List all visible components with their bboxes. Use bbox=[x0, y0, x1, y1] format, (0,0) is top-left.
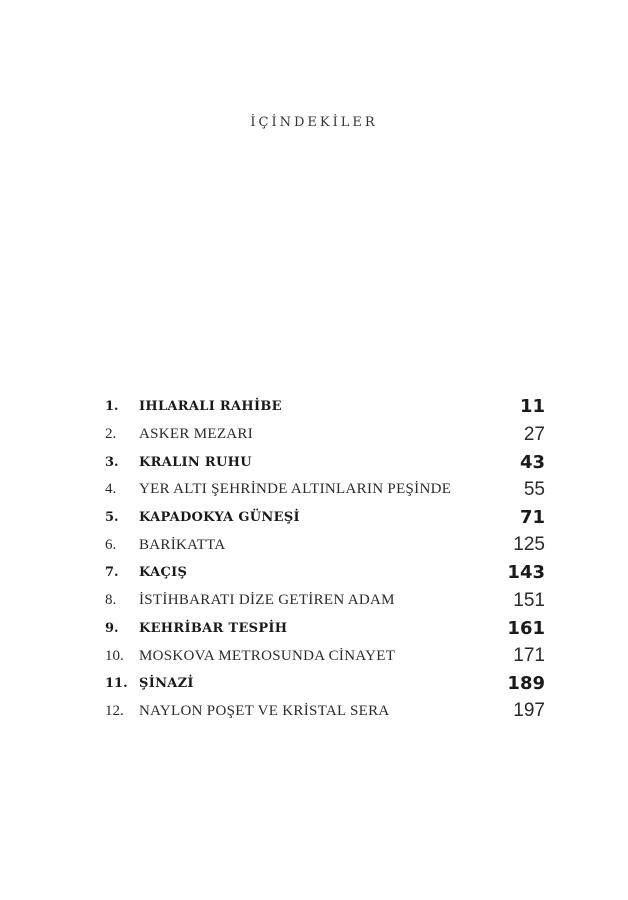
page-number: 71 bbox=[519, 507, 545, 529]
toc-entry[interactable] bbox=[105, 615, 545, 643]
toc-entry[interactable] bbox=[105, 531, 545, 559]
chapter-number: 9. bbox=[105, 620, 119, 636]
toc-entry[interactable] bbox=[105, 421, 545, 449]
chapter-number: 4. bbox=[105, 481, 117, 498]
chapter-title: IHLARALI RAHİBE bbox=[139, 399, 282, 415]
chapter-title: ŞİNAZİ bbox=[139, 676, 194, 692]
chapter-title: KRALIN RUHU bbox=[139, 454, 252, 470]
toc-entry[interactable] bbox=[105, 587, 545, 615]
chapter-title: KAPADOKYA GÜNEŞİ bbox=[139, 510, 300, 526]
chapter-title: NAYLON POŞET VE KRİSTAL SERA bbox=[139, 702, 390, 719]
toc-entry[interactable] bbox=[105, 698, 545, 726]
chapter-title: BARİKATTA bbox=[139, 536, 226, 553]
toc-entry[interactable] bbox=[105, 476, 545, 504]
chapter-number: 3. bbox=[105, 454, 119, 470]
page-number: 189 bbox=[507, 673, 545, 695]
chapter-number: 7. bbox=[105, 565, 119, 581]
chapter-number: 8. bbox=[105, 592, 117, 609]
chapter-title: YER ALTI ŞEHRİNDE ALTINLARIN PEŞİNDE bbox=[139, 481, 452, 498]
chapter-number: 2. bbox=[105, 426, 117, 443]
chapter-number: 1. bbox=[105, 399, 119, 415]
page-number: 171 bbox=[513, 645, 545, 667]
page-number: 161 bbox=[507, 617, 545, 639]
chapter-number: 11. bbox=[105, 676, 128, 692]
page-number: 43 bbox=[519, 451, 545, 473]
chapter-title: KAÇIŞ bbox=[139, 565, 188, 581]
toc-entry[interactable] bbox=[105, 642, 545, 670]
chapter-title: İSTİHBARATI DİZE GETİREN ADAM bbox=[139, 592, 395, 609]
page-number: 197 bbox=[513, 700, 545, 722]
toc-entry[interactable] bbox=[105, 670, 545, 698]
chapter-title: ASKER MEZARI bbox=[139, 426, 254, 443]
page-number: 151 bbox=[513, 589, 545, 611]
chapter-title: KEHRİBAR TESPİH bbox=[139, 620, 288, 636]
page-number: 11 bbox=[519, 396, 545, 418]
toc-entry[interactable] bbox=[105, 559, 545, 587]
page-number: 143 bbox=[507, 562, 545, 584]
page-number: 55 bbox=[523, 478, 545, 500]
table-of-contents bbox=[105, 393, 545, 725]
chapter-number: 6. bbox=[105, 536, 117, 553]
toc-entry[interactable] bbox=[105, 393, 545, 421]
chapter-title: MOSKOVA METROSUNDA CİNAYET bbox=[139, 647, 396, 664]
chapter-number: 10. bbox=[105, 647, 124, 664]
toc-entry[interactable] bbox=[105, 448, 545, 476]
page-number: 27 bbox=[523, 423, 545, 445]
chapter-number: 12. bbox=[105, 702, 124, 719]
chapter-number: 5. bbox=[105, 510, 119, 526]
page-number: 125 bbox=[513, 534, 545, 556]
toc-entry[interactable] bbox=[105, 504, 545, 532]
page-title: İÇİNDEKİLER bbox=[250, 115, 378, 130]
